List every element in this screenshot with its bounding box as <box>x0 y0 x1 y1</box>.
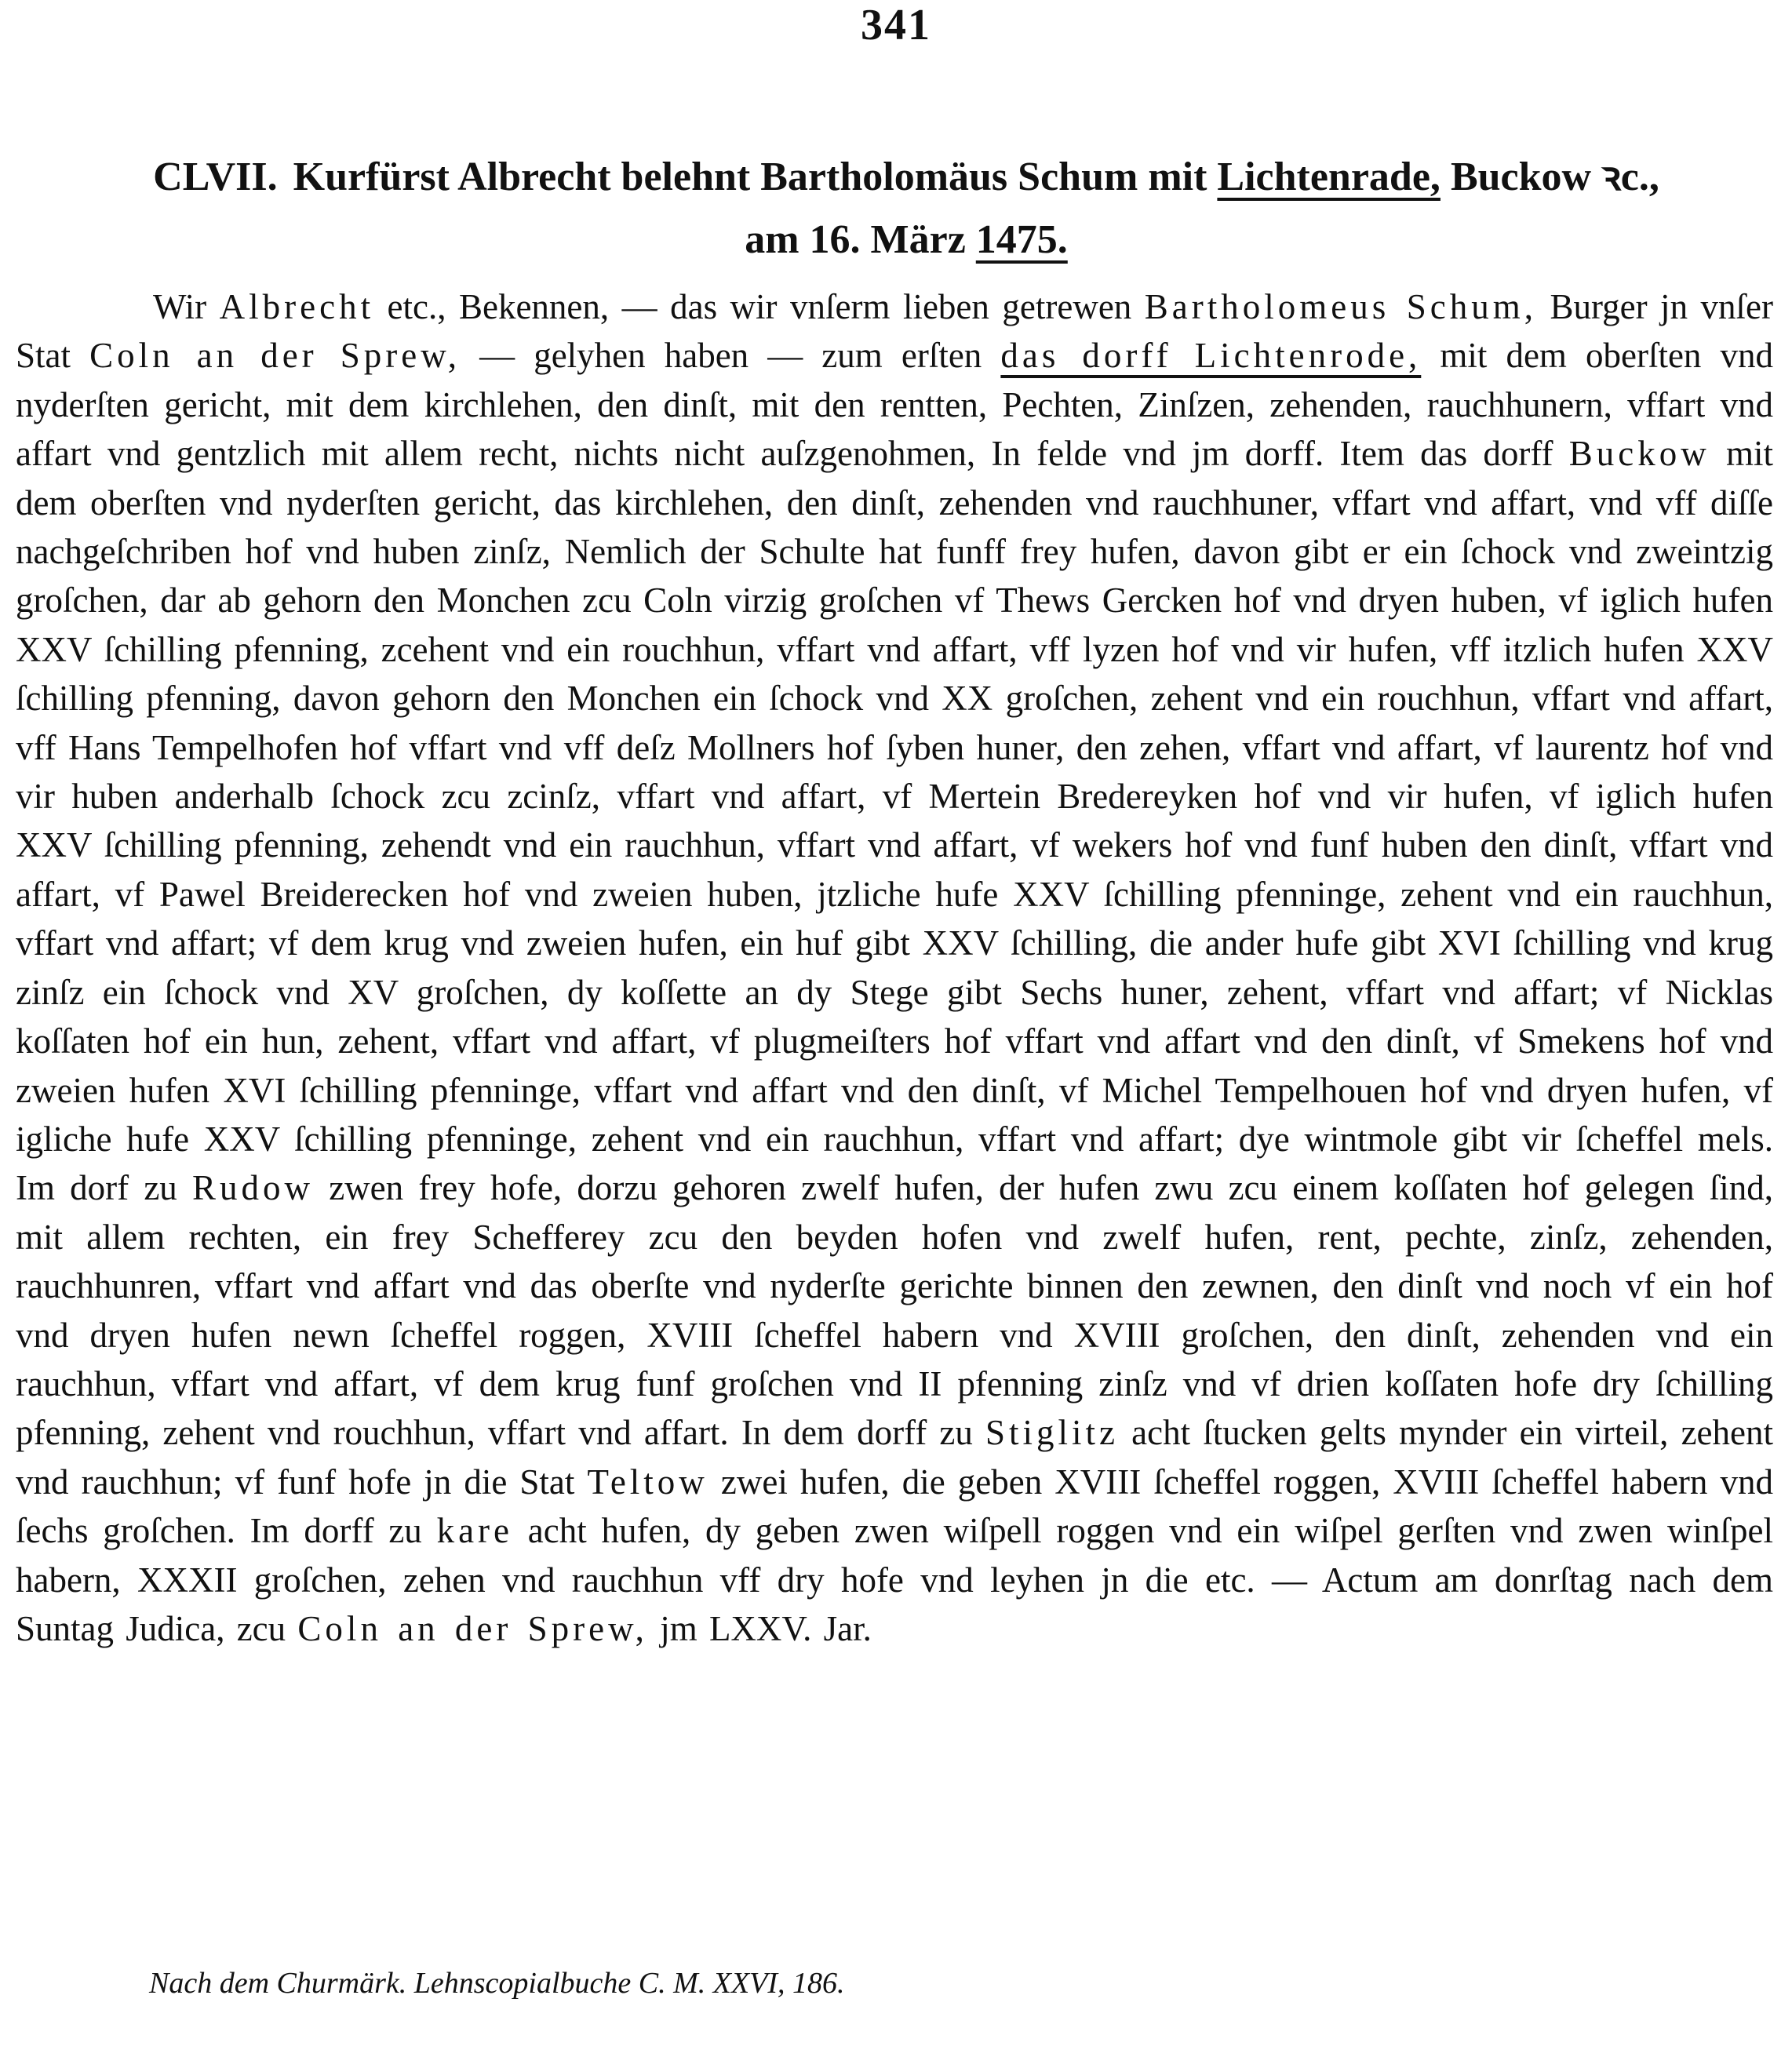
place-stiglitz: Stiglitz <box>985 1413 1119 1453</box>
body-segment: acht ſtucken gelts mynder ein virteil, zehent vnd rauchhun; vf funf hofe jn die Stat <box>16 1413 1773 1502</box>
charter-number: CLVII. <box>153 155 278 199</box>
charter-body-text <box>16 282 1773 1653</box>
name-bartholomeus: Bartholomeus Schum, <box>1144 287 1537 326</box>
heading-title-lichtenrade: Lichtenrade, <box>1217 155 1441 199</box>
body-segment: acht hufen, dy geben zwen wiſpell roggen vnd ein wiſpel gerſten vnd zwen winſpel habern, XXXII groſchen, zehen vnd rauchhun vff dry hofe vnd leyhen jn die etc. — Actum am donrſtag nach dem Suntag Judica, zcu <box>16 1511 1773 1648</box>
body-segment: Wir <box>153 287 220 326</box>
body-segment: mit dem oberſten vnd nyderſten gericht, mit dem kirchlehen, den dinſt, mit den rentten, Pechten, Zinſzen, zehenden, rauchhunern, vffart vnd affart vnd gentzlich mit allem recht, nichts nicht auſzgenohmen, In felde vnd jm dorff. Item das dorff <box>16 336 1773 474</box>
place-kare: kare <box>436 1511 514 1551</box>
heading-title-part2: Buckow ꝛc., <box>1440 155 1659 199</box>
place-buckow: Buckow <box>1568 434 1710 474</box>
place-teltow: Teltow <box>587 1462 708 1502</box>
heading-date-line <box>102 209 1710 271</box>
heading-date: am 16. März <box>745 217 976 262</box>
document-heading <box>102 146 1710 271</box>
body-segment: etc., Bekennen, — das wir vnſerm lieben getrewen <box>374 287 1145 326</box>
source-note: Nach dem Churmärk. Lehnscopialbuche C. M. XXVI, 186. <box>149 1967 845 2000</box>
heading-year: 1475. <box>975 217 1068 262</box>
place-coln: Coln an der Sprew, <box>89 336 461 376</box>
body-segment: zwei hufen, die geben XVIII ſcheffel roggen, XVIII ſcheffel habern vnd ſechs groſchen. Im dorff zu <box>16 1462 1773 1551</box>
body-segment: zwen frey hofe, dorzu gehoren zwelf hufen, der hufen zwu zcu einem koſſaten hof gelegen ſind, mit allem rechten, ein frey Schefferey zcu den beyden hofen vnd zwelf hufen, rent, pechte, zinſz, zehenden, rauchhunren, vffart vnd affart vnd das oberſte vnd nyderſte gerichte binnen den zewnen, den dinſt vnd noch vf ein hof vnd dryen hufen newn ſcheffel roggen, XVIII ſcheffel habern vnd XVIII groſchen, den dinſt, zehenden vnd ein rauchhun, vffart vnd affart, vf dem krug funf groſchen vnd II pfenning zinſz vnd vf drien koſſaten hofe dry ſchilling pfenning, zehent vnd rouchhun, vffart vnd affart. In dem dorff zu <box>16 1168 1774 1453</box>
place-coln: Coln an der Sprew, <box>297 1608 648 1648</box>
body-segment: jm LXXV. Jar. <box>647 1608 872 1648</box>
place-lichtenrode: das dorff Lichtenrode, <box>1000 336 1422 376</box>
body-segment: mit dem oberſten vnd nyderſten gericht, das kirchlehen, den dinſt, zehenden vnd rauchhuner, vffart vnd affart, vnd vff diſſe nachgeſchriben hof vnd huben zinſz, Nemlich der Schulte hat funff frey hufen, davon gibt er ein ſchock vnd zweintzig groſchen, dar ab gehorn den Monchen zcu Coln virzig groſchen vf Thews Gercken hof vnd dryen huben, vf iglich hufen XXV ſchilling pfenning, zcehent vnd ein rouchhun, vffart vnd affart, vff lyzen hof vnd vir hufen, vff itzlich hufen XXV ſchilling pfenning, davon gehorn den Monchen ein ſchock vnd XX groſchen, zehent vnd ein rouchhun, vffart vnd affart, vff Hans Tempelhofen hof vffart vnd vff deſz Mollners hof ſyben huner, den zehen, vffart vnd affart, vf laurentz hof vnd vir huben anderhalb ſchock zcu zcinſz, vffart vnd affart, vf Mertein Bredereyken hof vnd vir hufen, vf iglich hufen XXV ſchilling pfenning, zehendt vnd ein rauchhun, vffart vnd affart, vf wekers hof vnd funf huben den dinſt, vffart vnd affart, vf Pawel Breiderecken hof vnd zweien huben, jtzliche hufe XXV ſchilling pfenninge, zehent vnd ein rauchhun, vffart vnd affart; vf dem krug vnd zweien hufen, ein huf gibt XXV ſchilling, die ander hufe gibt XVI ſchilling vnd krug zinſz ein ſchock vnd XV groſchen, dy koſſette an dy Stege gibt Sechs huner, zehent, vffart vnd affart; vf Nicklas koſſaten hof ein hun, zehent, vffart vnd affart, vf plugmeiſters hof vffart vnd affart vnd den dinſt, vf Smekens hof vnd zweien hufen XVI ſchilling pfenninge, vffart vnd affart vnd den dinſt, vf Michel Tempelhouen hof vnd dryen hufen, vf igliche hufe XXV ſchilling pfenninge, zehent vnd ein rauchhun, vffart vnd affart; dye wintmole gibt vir ſcheffel mels. Im dorf zu <box>16 434 1773 1208</box>
body-segment: — gelyhen haben — zum erſten <box>461 336 1001 376</box>
name-albrecht: Albrecht <box>219 287 375 326</box>
heading-title-part1: Kurfürst Albrecht belehnt Bartholomäus Schum mit <box>293 155 1218 199</box>
place-rudow: Rudow <box>192 1168 315 1208</box>
page-number: 341 <box>861 1 931 49</box>
body-segment: Burger jn vnſer Stat <box>16 287 1773 376</box>
